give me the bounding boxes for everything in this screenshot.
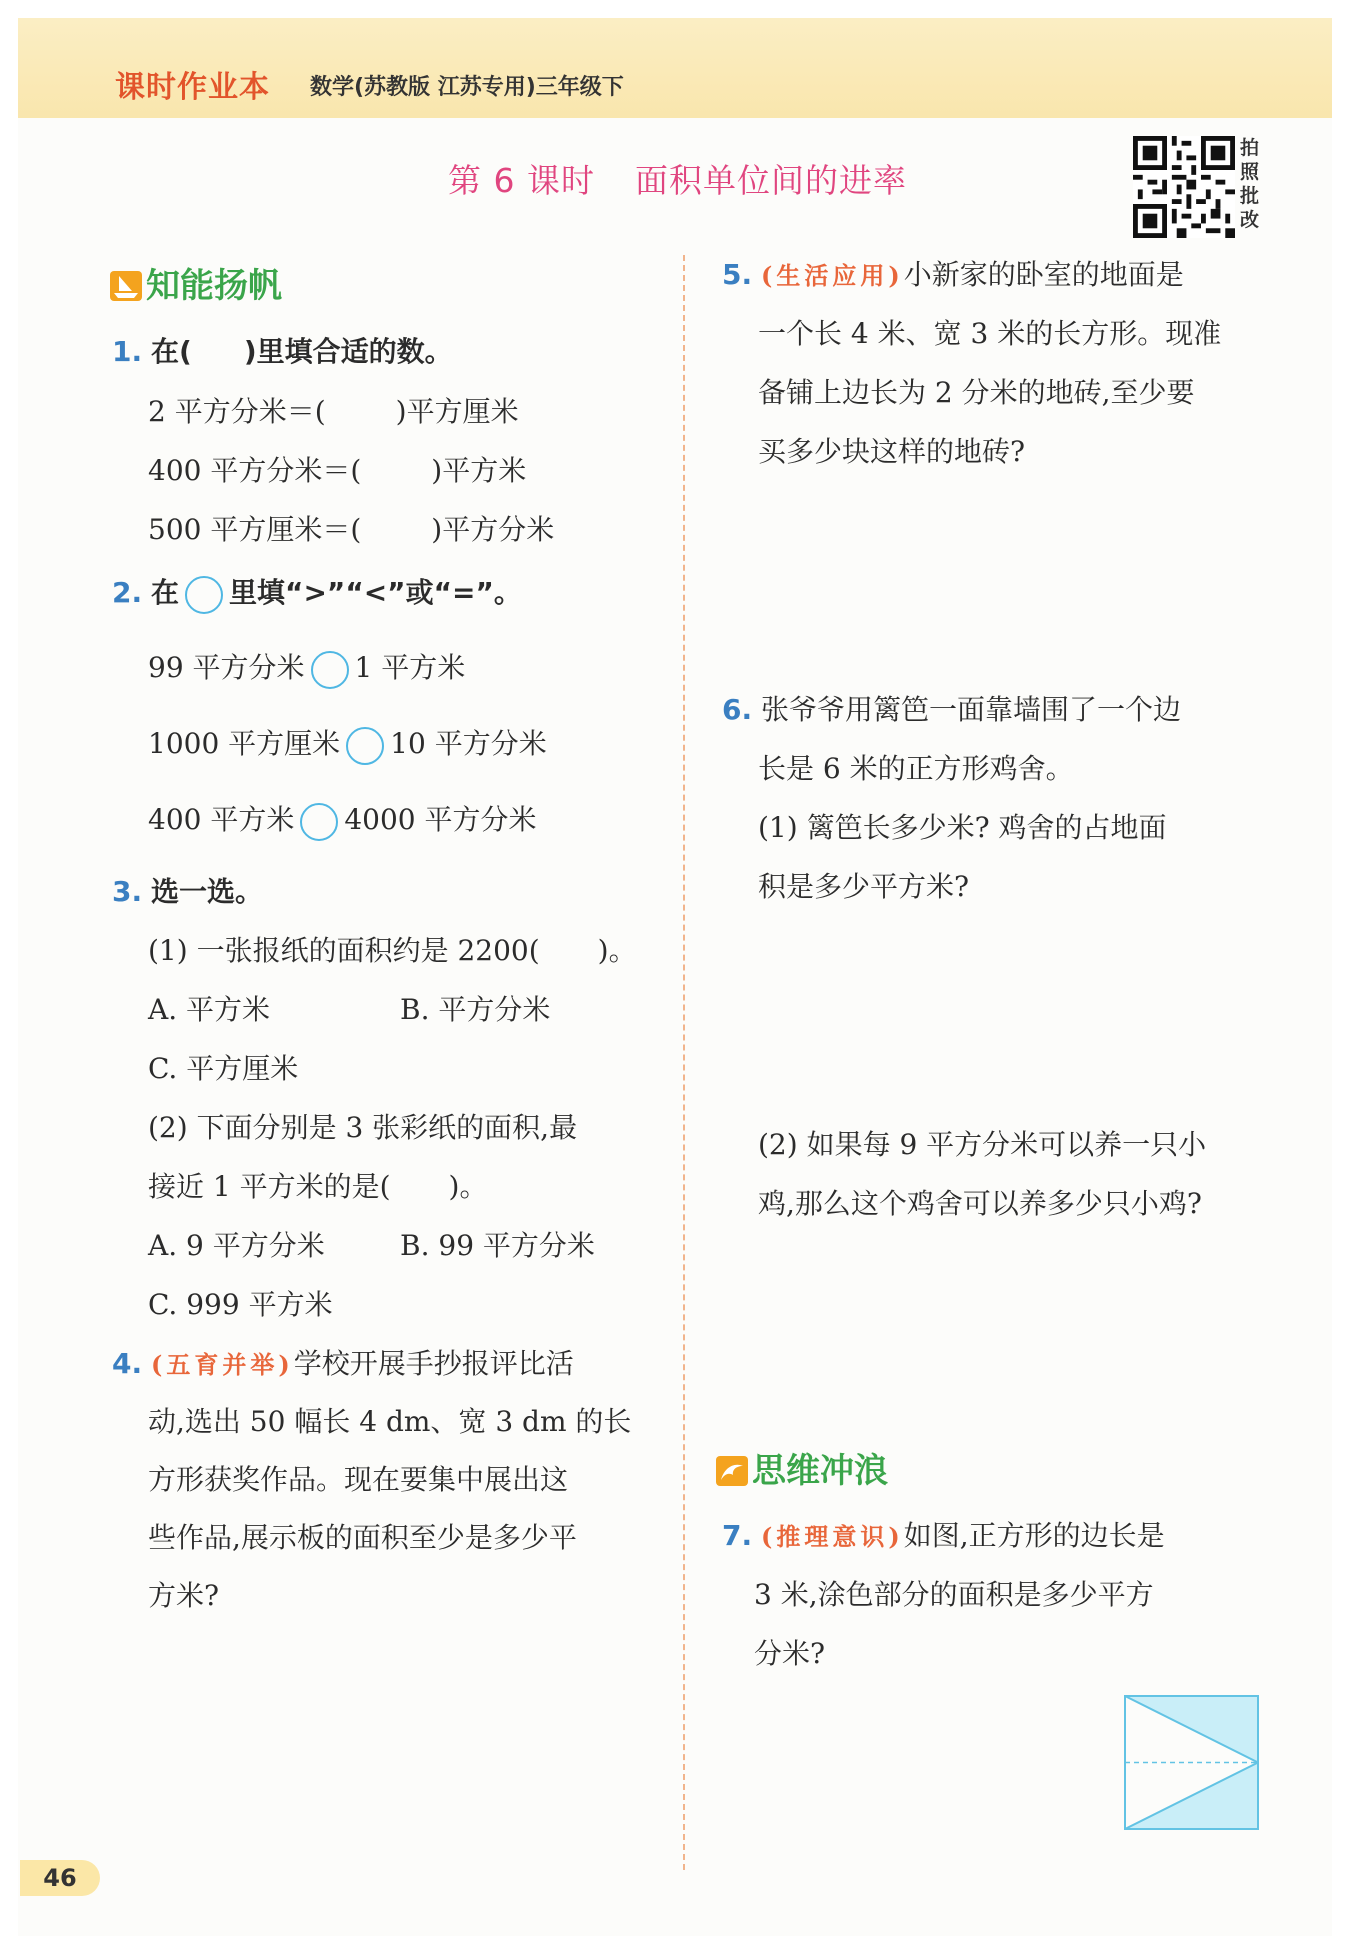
question-2-line-2: 1000 平方厘米 10 平方分米 (148, 722, 547, 765)
question-4-tag: (五育并举) (151, 1350, 294, 1379)
question-6-part-2-line-1: (2) 如果每 9 平方分米可以养一只小 (758, 1128, 1207, 1161)
page-number: 46 (20, 1860, 100, 1896)
question-3-part-1: (1) 一张报纸的面积约是 2200( )。 (148, 934, 637, 967)
compare-circle[interactable] (346, 727, 384, 765)
question-1-line-3: 500 平方厘米＝( )平方分米 (148, 513, 555, 546)
question-6-line-2: 长是 6 米的正方形鸡舍。 (758, 752, 1074, 785)
question-7-tag: (推理意识) (761, 1522, 904, 1551)
lesson-title (448, 155, 907, 202)
question-3-option-c[interactable]: C. 平方厘米 (148, 1052, 299, 1085)
lesson-topic: 面积单位间的进率 (634, 161, 907, 200)
question-3-stem: 3. 选一选。 (112, 875, 264, 908)
question-7-line-3: 分米? (754, 1637, 826, 1670)
qr-label: 拍 照 批 改 (1240, 137, 1260, 231)
question-5-line-1: 5. (生活应用)小新家的卧室的地面是 (722, 258, 1184, 291)
wave-icon (716, 1456, 748, 1486)
question-4-line-3: 方形获奖作品。现在要集中展出这 (148, 1463, 569, 1496)
question-1-stem: 1. 在( )里填合适的数。 (112, 335, 453, 368)
question-4-line-4: 些作品,展示板的面积至少是多少平 (148, 1521, 577, 1554)
section-heading-thinking: 思维冲浪 (716, 1443, 888, 1492)
compare-circle[interactable] (311, 651, 349, 689)
brand-title: 课时作业本 (115, 70, 270, 105)
book-title: 数学(苏教版 江苏专用)三年级下 (310, 75, 624, 100)
question-7-line-1: 7. (推理意识)如图,正方形的边长是 (722, 1519, 1165, 1552)
question-6-line-4: 积是多少平方米? (758, 870, 970, 903)
question-5-line-4: 买多少块这样的地砖? (758, 435, 1026, 468)
question-2-line-3: 400 平方米 4000 平方分米 (148, 798, 537, 841)
question-7-line-2: 3 米,涂色部分的面积是多少平方 (754, 1578, 1154, 1611)
question-4-line-2: 动,选出 50 幅长 4 dm、宽 3 dm 的长 (148, 1405, 632, 1438)
lesson-number: 第 6 课时 (448, 161, 595, 200)
section-heading-basic: 知能扬帆 (110, 258, 282, 307)
question-4-line-1: 4. (五育并举)学校开展手抄报评比活 (112, 1347, 574, 1380)
question-3-part-2-option-a[interactable]: A. 9 平方分米 (148, 1229, 325, 1262)
sailboat-icon (110, 271, 142, 301)
question-3-part-2-option-b[interactable]: B. 99 平方分米 (400, 1229, 595, 1262)
question-4-line-5: 方米? (148, 1579, 220, 1612)
question-2-line-1: 99 平方分米 1 平方米 (148, 646, 465, 689)
question-3-part-2-option-c[interactable]: C. 999 平方米 (148, 1288, 333, 1321)
compare-circle[interactable] (300, 803, 338, 841)
question-3-option-b[interactable]: B. 平方分米 (400, 993, 551, 1026)
question-5-line-3: 备铺上边长为 2 分米的地砖,至少要 (758, 376, 1195, 409)
question-1-line-2: 400 平方分米＝( )平方米 (148, 454, 527, 487)
question-3-option-a[interactable]: A. 平方米 (148, 993, 271, 1026)
question-1-line-1: 2 平方分米＝( )平方厘米 (148, 395, 519, 428)
question-2-stem: 2. 在 里填“>”“<”或“=”。 (112, 571, 522, 614)
compare-circle-icon (185, 576, 223, 614)
question-6-line-3: (1) 篱笆长多少米? 鸡舍的占地面 (758, 811, 1167, 844)
question-5-tag: (生活应用) (761, 261, 904, 290)
question-5-line-2: 一个长 4 米、宽 3 米的长方形。现准 (758, 317, 1222, 350)
question-3-part-2-line-1: (2) 下面分别是 3 张彩纸的面积,最 (148, 1111, 578, 1144)
column-divider (683, 255, 685, 1870)
question-3-part-2-line-2: 接近 1 平方米的是( )。 (148, 1170, 488, 1203)
square-shaded-figure (1124, 1695, 1259, 1830)
question-6-part-2-line-2: 鸡,那么这个鸡舍可以养多少只小鸡? (758, 1187, 1202, 1220)
question-6-line-1: 6. 张爷爷用篱笆一面靠墙围了一个边 (722, 693, 1182, 726)
qr-code[interactable] (1133, 136, 1235, 238)
